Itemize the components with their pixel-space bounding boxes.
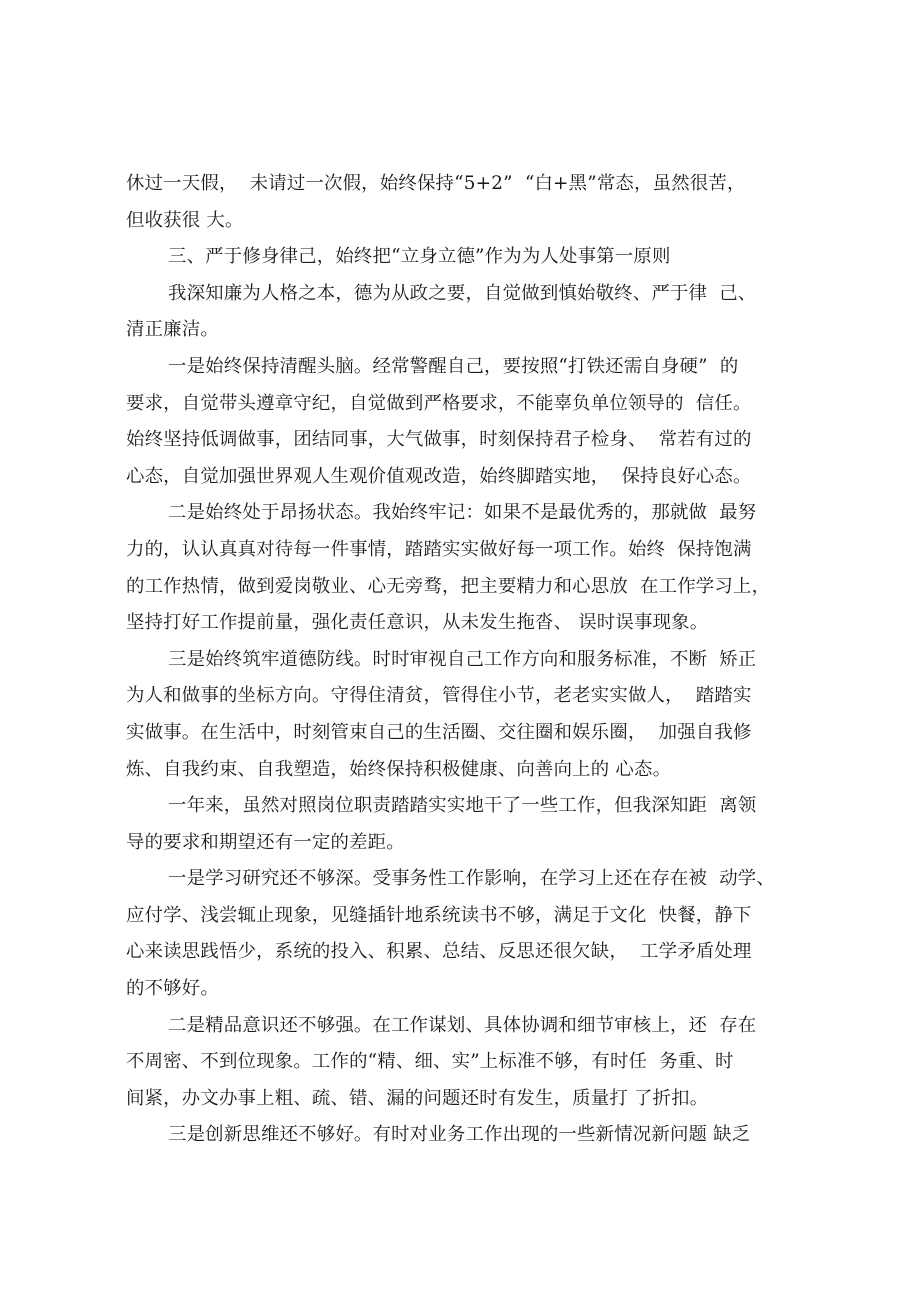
text-line: 心态，自觉加强世界观人生观价值观改造，始终脚踏实地， 保持良好心态。 — [126, 465, 752, 487]
text-line: 间紧，办文办事上粗、疏、错、漏的问题还时有发生，质量打 了折扣。 — [126, 1087, 709, 1109]
document-body — [126, 166, 806, 1154]
text-line: 但收获很 大。 — [126, 209, 244, 231]
text-line: 一年来，虽然对照岗位职责踏踏实实地干了一些工作，但我深知距 离领 — [168, 795, 757, 817]
text-line: 应付学、浅尝辄止现象，见缝插针地系统读书不够，满足于文化 快餐，静下 — [126, 904, 752, 926]
text-line: 休过一天假， 未请过一次假，始终保持“5+2” “白+黑”常态，虽然很苦， — [126, 173, 746, 194]
text-line: 三是创新思维还不够好。有时对业务工作出现的一些新情况新问题 缺乏 — [168, 1124, 751, 1146]
text-line: 导的要求和期望还有一定的差距。 — [126, 831, 405, 853]
text-line: 三是始终筑牢道德防线。时时审视自己工作方向和服务标准，不断 矫正 — [168, 648, 757, 670]
text-line: 始终坚持低调做事，团结同事，大气做事，时刻保持君子检身、 常若有过的 — [126, 429, 752, 451]
text-line: 的不够好。 — [126, 978, 219, 1000]
text-line: 为人和做事的坐标方向。守得住清贫，管得住小节，老老实实做人， 踏踏实 — [126, 685, 752, 707]
text-line: 一是学习研究还不够深。受事务性工作影响，在学习上还在存在被 动学、 — [168, 868, 775, 890]
text-line: 力的，认认真真对待每一件事情，踏踏实实做好每一项工作。始终 保持饱满 — [126, 538, 752, 560]
text-line: 坚持打好工作提前量，强化责任意识，从未发生拖沓、 误时误事现象。 — [126, 612, 709, 634]
text-line: 要求，自觉带头遵章守纪，自觉做到严格要求，不能辜负单位领导的 信任。 — [126, 392, 752, 414]
text-line: 二是精品意识还不够强。在工作谋划、具体协调和细节审核上，还 存在 — [168, 1014, 757, 1036]
text-line: 不周密、不到位现象。工作的“精、细、实”上标准不够，有时任 务重、时 — [126, 1051, 734, 1073]
text-line: 二是始终处于昂扬状态。我始终牢记：如果不是最优秀的，那就做 最努 — [168, 502, 757, 524]
text-line: 三、严于修身律己，始终把“立身立德”作为为人处事第一原则 — [168, 246, 671, 268]
text-line: 心来读思践悟少，系统的投入、积累、总结、反思还很欠缺， 工学矛盾处理 — [126, 941, 752, 963]
text-line: 的工作热情，做到爱岗敬业、心无旁骛，把主要精力和心思放 在工作学习上， — [126, 575, 771, 597]
text-line: 一是始终保持清醒头脑。经常警醒自己，要按照“打铁还需自身硬” 的 — [168, 355, 739, 377]
text-line: 我深知廉为人格之本，德为从政之要，自觉做到慎始敬终、严于律 己、 — [168, 282, 757, 304]
text-line: 实做事。在生活中，时刻管束自己的生活圈、交往圈和娱乐圈， 加强自我修 — [126, 721, 752, 743]
text-line: 炼、自我约束、自我塑造，始终保持积极健康、向善向上的 心态。 — [126, 758, 672, 780]
text-line: 清正廉洁。 — [126, 319, 219, 341]
